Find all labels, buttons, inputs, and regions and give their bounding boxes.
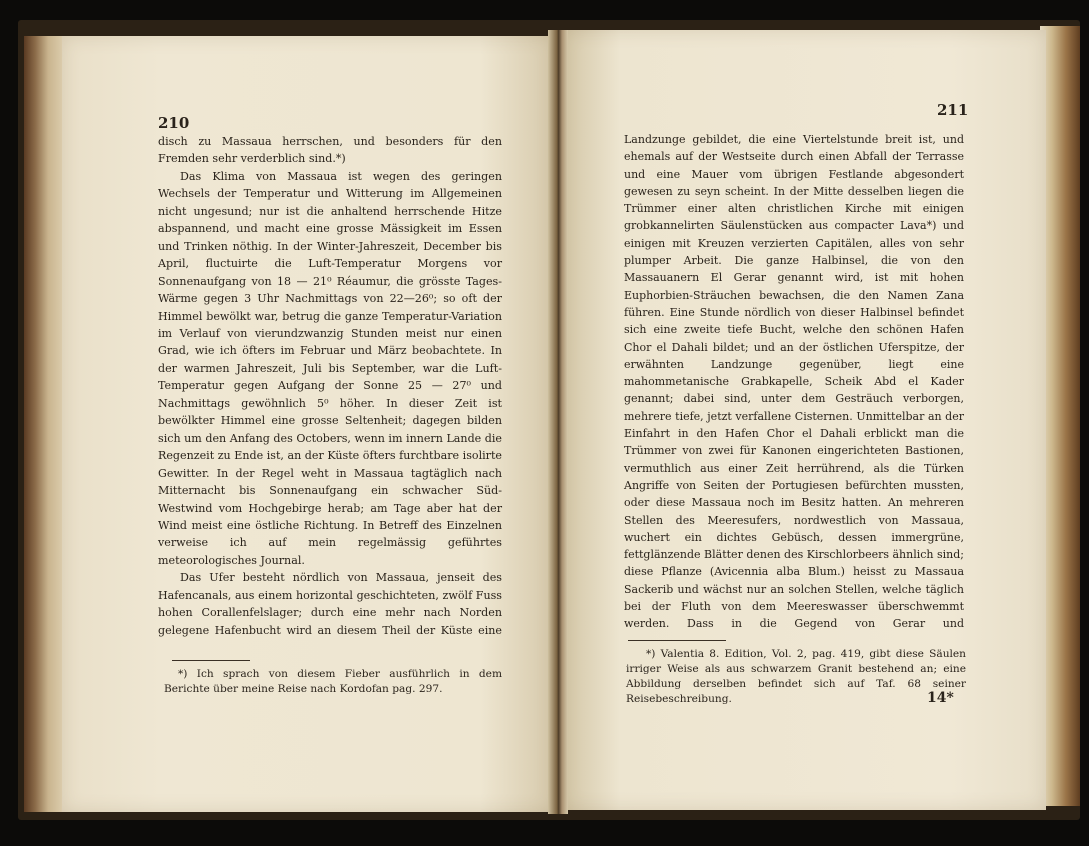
right-paragraph-1: Landzunge gebildet, die eine Viertelstunde breit ist, und ehemals auf der Westseite durch einen Abfall der Terrasse und eine Mauer vom übrigen Festlande abgesondert gewesen zu seyn scheint. In der Mitte desselben liegen die Trümmer einer alten christlichen Kirche mit einigen grobkannelirten Säulenstücken aus compacter Lava*) und einigen mit Kreuzen verzierten Capitälen, alles von sehr plumper Arbeit. Die ganze Halbinsel, die von den Massauanern El Gerar genannt wird, ist mit hohen Euphorbien-Sträuchen bewachsen, die den Namen Zana führen. Eine Stunde nördlich von dieser Halbinsel befindet sich eine zweite tiefe Bucht, welche den schönen Hafen Chor el Dahali bildet; und an der östlichen Uferspitze, der erwähnten Landzunge gegenüber, liegt eine mahommetanische Grabkapelle, Scheik Abd el Kader genannt; dabei sind, unter dem Gesträuch verborgen, mehrere tiefe, jetzt verfallene Cisternen. Unmittelbar an der Einfahrt in den Hafen Chor el Dahali erblickt man die Trümmer von zwei für Kanonen eingerichteten Bastionen, vermuthlich aus einer Zeit herrührend, als die Türken Angriffe von Seiten der Portugiesen befürchten mussten, oder diese Massaua noch im Besitz hatten. An mehreren Stellen des Meeresufers, nordwestlich von Massaua, wuchert ein dichtes Gebüsch, dessen immergrüne, fettglänzende Blätter denen des Kirschlorbeers ähnlich sind; diese Pflanze (Avicennia alba Blum.) heisst zu Massaua Sackerib und wächst nur an solchen Stellen, welche täglich bei der Fluth von dem Meereswasser überschwemmt werden. Dass in die Gegend von Gerar und [624, 133, 964, 631]
left-page-number: 210 [158, 114, 190, 132]
left-paragraph-3: Das Ufer besteht nördlich von Massaua, jenseit des Hafencanals, aus einem horizontal geschichteten, zwölf Fuss hohen Corallenfelslager; durch eine mehr nach Norden gelegene Hafenbucht wird an diesem Theil der Küste eine [158, 571, 502, 637]
right-page-body [624, 131, 964, 633]
signature-mark: 14* [927, 690, 954, 706]
right-page-edges [1040, 26, 1080, 806]
left-footnote-text: *) Ich sprach von diesem Fieber ausführlich in dem Berichte über meine Reise nach Kordofan pag. 297. [164, 668, 502, 695]
left-page-body [158, 133, 502, 639]
right-footnote [626, 647, 966, 707]
book-gutter [548, 30, 568, 814]
right-footnote-rule [628, 640, 726, 641]
left-paragraph-1: disch zu Massaua herrschen, und besonders für den Fremden sehr verderblich sind.*) [158, 135, 502, 166]
left-footnote-rule [172, 660, 250, 661]
left-footnote [164, 667, 502, 697]
right-page-number: 211 [937, 101, 969, 119]
left-paragraph-2: Das Klima von Massaua ist wegen des geringen Wechsels der Temperatur und Witterung im Allgemeinen nicht ungesund; nur ist die anhaltend herrschende Hitze abspannend, und macht eine grosse Mässigkeit im Essen und Trinken nöthig. In der Winter-Jahreszeit, December bis April, fluctuirte die Luft-Temperatur Morgens vor Sonnenaufgang von 18 — 21⁰ Réaumur, die grösste Tages-Wärme gegen 3 Uhr Nachmittags von 22—26⁰; so oft der Himmel bewölkt war, betrug die ganze Temperatur-Variation im Verlauf von vierundzwanzig Stunden meist nur einen Grad, wie ich öfters im Februar und März beobachtete. In der warmen Jahreszeit, Juli bis September, war die Luft-Temperatur gegen Aufgang der Sonne 25 — 27⁰ und Nachmittags gewöhnlich 5⁰ höher. In dieser Zeit ist bewölkter Himmel eine grosse Seltenheit; dagegen bilden sich um den Anfang des Octobers, wenn im innern Lande die Regenzeit zu Ende ist, an der Küste öfters furchtbare isolirte Gewitter. In der Regel weht in Massaua tagtäglich nach Mitternacht bis Sonnenaufgang ein schwacher Süd-Westwind vom Hochgebirge herab; am Tage aber hat der Wind meist eine östliche Richtung. In Betreff des Einzelnen verweise ich auf mein regelmässig geführtes meteorologisches Journal. [158, 169, 502, 567]
right-footnote-text: *) Valentia 8. Edition, Vol. 2, pag. 419, gibt diese Säulen irriger Weise als aus schwarzem Granit bestehend an; eine Abbildung derselben befindet sich auf Taf. 68 seiner Reisebeschreibung. [626, 648, 966, 705]
